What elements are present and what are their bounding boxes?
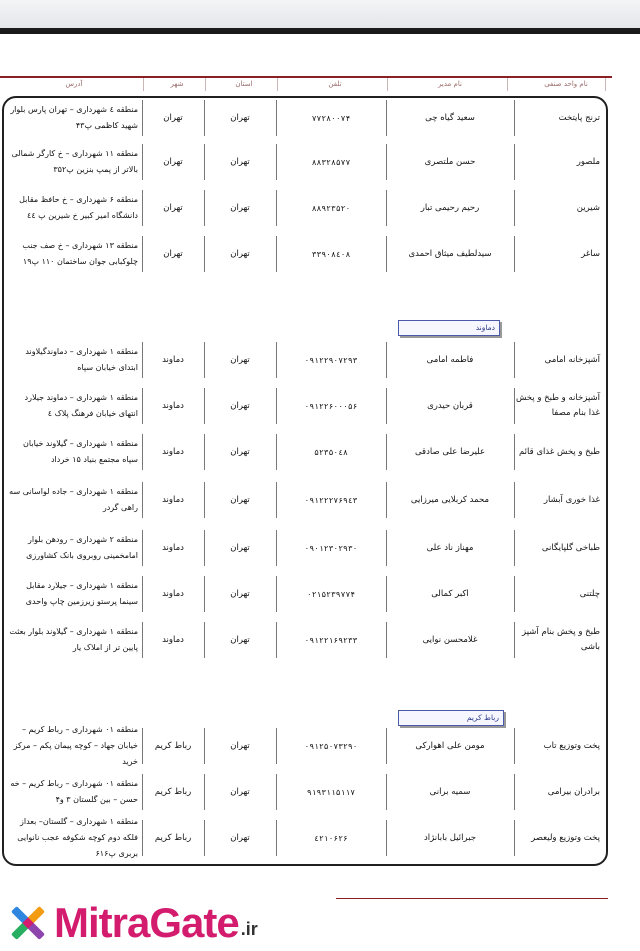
row-phone: ۰۹۰۱۲۳۰۲۹۳۰ (276, 526, 386, 570)
row-name: ملصور (514, 140, 606, 184)
row-name: پخت وتوزیع تاب (514, 724, 606, 768)
row-province: تهران (204, 526, 276, 570)
row-city: دماوند (142, 384, 204, 428)
table-row (4, 526, 606, 570)
row-phone: ۹۱۹۳۱۱۵۱۱۷ (276, 770, 386, 814)
row-province: تهران (204, 338, 276, 382)
row-city: دماوند (142, 430, 204, 474)
table-header (0, 78, 612, 96)
row-province: تهران (204, 816, 276, 860)
row-city: رباط کریم (142, 724, 204, 768)
header-name: نام واحد صنفی (526, 80, 606, 88)
row-phone: ۸۸۹۲۳۵۲۰ (276, 186, 386, 230)
row-city: تهران (142, 186, 204, 230)
table-row (4, 816, 606, 860)
table-row (4, 186, 606, 230)
row-address: منطقه ۲ شهرداری – رودهن بلوار امامخمینی روبروی بانک کشاورزی (26, 535, 138, 560)
row-name: ساغر (514, 232, 606, 276)
header-city: شهر (148, 80, 206, 88)
row-city: دماوند (142, 526, 204, 570)
row-manager: مهناز ناد علی (386, 526, 514, 570)
row-phone: ۰۹۱۲۲۱۶۹۲۳۳ (276, 618, 386, 662)
row-address: منطقه ٤ شهرداری – تهران پارس بلوار شهید کاظمی پ۴۳ (10, 105, 138, 130)
row-city: دماوند (142, 338, 204, 382)
row-province: تهران (204, 186, 276, 230)
footer-rule (336, 898, 608, 899)
row-province: تهران (204, 384, 276, 428)
table-row (4, 770, 606, 814)
row-phone: ۳۳۹۰۸٤۰۸ (276, 232, 386, 276)
row-address: منطقه ۱۱ شهرداری – خ کارگر شمالی بالاتر از پمپ بنزین پ۳۵۲ (11, 149, 138, 174)
row-manager: غلامحسن نوایی (386, 618, 514, 662)
section-label-damavand: دماوند (398, 320, 500, 336)
table-row (4, 140, 606, 184)
row-city: تهران (142, 96, 204, 140)
row-address: منطقه ۶ شهرداری – خ حافظ مقابل دانشگاه امیر کبیر خ شیرین پ ٤٤ (19, 195, 138, 220)
row-name: شیرین (514, 186, 606, 230)
mitragate-logo (6, 898, 258, 948)
row-address: منطقه ۱ شهرداری – گیلاوند بلوار بعثت پایین تر از املاک یار (9, 627, 138, 652)
row-province: تهران (204, 232, 276, 276)
table-row (4, 724, 606, 768)
row-phone: ۷۷۲۸۰۰۷۴ (276, 96, 386, 140)
row-manager: سمیه برانی (386, 770, 514, 814)
row-address: منطقه ۱ شهرداری – جاده لواسانی سه راهی گردر (9, 487, 138, 512)
row-name: آشپزخانه امامی (514, 338, 606, 382)
row-address: منطقه ۱۳ شهرداری – خ صف جنب چلوکبابی جوان ساختمان ۱۱۰ پ۱۹ (22, 241, 138, 266)
row-phone: ۵۲۳۵۰٤۸ (276, 430, 386, 474)
row-manager: حسن ملتصری (386, 140, 514, 184)
row-name: غذا خوری آبشار (514, 478, 606, 522)
row-province: تهران (204, 478, 276, 522)
row-phone: ۰۲۱۵۲۳۹۷۷۴ (276, 572, 386, 616)
table-row (4, 96, 606, 140)
row-manager: سعید گیاه چی (386, 96, 514, 140)
table-row (4, 384, 606, 428)
table-row (4, 478, 606, 522)
row-name: برادران بیرامی (514, 770, 606, 814)
row-phone: ۸۸۳۲۸۵۷۷ (276, 140, 386, 184)
row-manager: مومن علی اهوارکی (386, 724, 514, 768)
row-province: تهران (204, 770, 276, 814)
row-manager: علیرضا علی صادقی (386, 430, 514, 474)
row-city: رباط کریم (142, 816, 204, 860)
row-phone: ۰۹۱۲۲۶۰۰۰۵۶ (276, 384, 386, 428)
table-row (4, 430, 606, 474)
row-name: پخت وتوزیع ولیعصر (514, 816, 606, 860)
table-row (4, 572, 606, 616)
row-name: طباخی گلپایگانی (514, 526, 606, 570)
row-address: منطقه ۰۱ شهرداری – رباط کریم – خیابان جهاد – کوچه پیمان پکم – مرکز خرید (13, 725, 138, 766)
logo-brand-text: MitraGate (54, 899, 239, 946)
row-province: تهران (204, 618, 276, 662)
logo-x-icon (6, 901, 50, 945)
row-manager: فاطمه امامی (386, 338, 514, 382)
section-label-robat-karim: رباط کریم (398, 710, 504, 726)
header-province: استان (210, 80, 278, 88)
row-city: رباط کریم (142, 770, 204, 814)
row-province: تهران (204, 724, 276, 768)
row-name: آشپزخانه و طبخ و پخش غذا بنام مصفا (514, 384, 606, 428)
row-address: منطقه ۰۱ شهرداری – رباط کریم – خه حسن – بین گلستان ۳ و۴ (10, 779, 138, 804)
row-manager: جبرائیل بابانژاد (386, 816, 514, 860)
row-address: منطقه ۱ شهرداری – دماوندگیلاوند ابتدای خیابان سپاه (25, 347, 138, 372)
browser-toolbar (0, 0, 640, 28)
row-address: منطقه ۱ شهرداری – گیلاوند خیابان سپاه مجتمع بنیاد ۱۵ خرداد (23, 439, 138, 464)
row-province: تهران (204, 430, 276, 474)
row-city: دماوند (142, 572, 204, 616)
row-address: منطقه ۱ شهرداری – دماوند جیلارد انتهای خیابان فرهنگ پلاک ٤ (24, 393, 138, 418)
row-manager: اکبر کمالی (386, 572, 514, 616)
row-manager: قربان حیدری (386, 384, 514, 428)
table-row (4, 338, 606, 382)
header-phone: تلفن (282, 80, 388, 88)
row-name: طبخ و پخش غذای قائم (514, 430, 606, 474)
row-province: تهران (204, 140, 276, 184)
row-address: منطقه ۱ شهرداری – گلستان– بعداز فلکه دوم کوچه شکوفه عجب نانوایی بربری پ۶۱۶ (17, 817, 138, 858)
header-address: آدرس (4, 80, 144, 88)
row-name: ترنج پایتخت (514, 96, 606, 140)
row-phone: ۰۹۱۲۲۹۰۷۲۹۳ (276, 338, 386, 382)
row-phone: ٤۲۱۰۶۲۶ (276, 816, 386, 860)
table-row (4, 618, 606, 662)
row-manager: محمد کربلایی میرزایی (386, 478, 514, 522)
row-city: تهران (142, 232, 204, 276)
table-row (4, 232, 606, 276)
row-city: دماوند (142, 618, 204, 662)
row-city: تهران (142, 140, 204, 184)
toolbar-border (0, 28, 640, 34)
header-manager: نام مدیر (392, 80, 508, 88)
row-phone: ۰۹۱۲۵۰۷۳۲۹۰ (276, 724, 386, 768)
row-province: تهران (204, 572, 276, 616)
row-name: چلتنی (514, 572, 606, 616)
row-address: منطقه ۱ شهرداری – جیلارد مقابل سینما پرستو زیرزمین چاپ واحدی (25, 581, 138, 606)
row-name: طبخ و پخش بنام آشپز باشی (514, 618, 606, 662)
row-province: تهران (204, 96, 276, 140)
row-manager: سیدلطیف میثاق احمدی (386, 232, 514, 276)
row-city: دماوند (142, 478, 204, 522)
row-manager: رحیم رحیمی تبار (386, 186, 514, 230)
row-phone: ۰۹۱۲۲۲۷۶۹٤۳ (276, 478, 386, 522)
logo-tld-text: .ir (240, 919, 258, 939)
